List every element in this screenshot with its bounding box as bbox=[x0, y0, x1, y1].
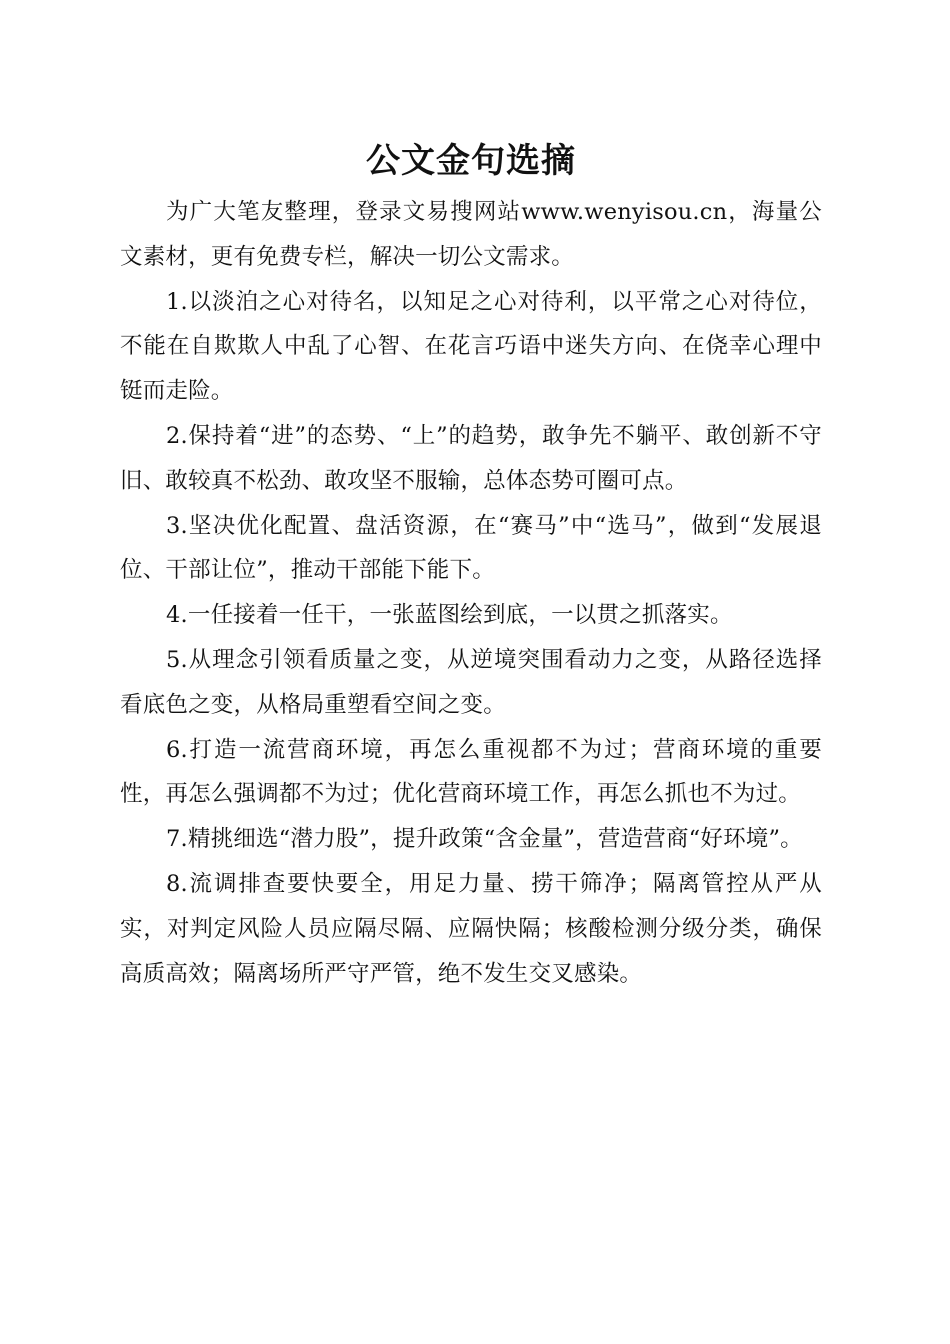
quote-item-1: 1.以淡泊之心对待名，以知足之心对待利，以平常之心对待位，不能在自欺欺人中乱了心智、在花言巧语中迷失方向、在侥幸心理中铤而走险。 bbox=[120, 288, 822, 405]
quote-item-7: 7.精挑细选“潜力股”，提升政策“含金量”，营造营商“好环境”。 bbox=[166, 826, 803, 853]
document-title: 公文金句选摘 bbox=[366, 141, 576, 181]
quote-item-6: 6.打造一流营商环境，再怎么重视都不为过；营商环境的重要性，再怎么强调都不为过；优化营商环境工作，再怎么抓也不为过。 bbox=[120, 736, 822, 808]
intro-paragraph: 为广大笔友整理，登录文易搜网站www.wenyisou.cn，海量公文素材，更有免费专栏，解决一切公文需求。 bbox=[120, 199, 822, 270]
quote-item-4: 4.一任接着一任干，一张蓝图绘到底，一以贯之抓落实。 bbox=[166, 602, 733, 629]
quote-item-5: 5.从理念引领看质量之变，从逆境突围看动力之变，从路径选择看底色之变，从格局重塑看空间之变。 bbox=[120, 646, 822, 718]
quote-item-2: 2.保持着“进”的态势、“上”的趋势，敢争先不躺平、敢创新不守旧、敢较真不松劲、敢攻坚不服输，总体态势可圈可点。 bbox=[120, 422, 822, 494]
quote-item-3: 3.坚决优化配置、盘活资源，在“赛马”中“选马”，做到“发展退位、干部让位”，推动干部能下能下。 bbox=[120, 512, 822, 584]
quote-item-8: 8.流调排查要快要全，用足力量、捞干筛净；隔离管控从严从实，对判定风险人员应隔尽隔、应隔快隔；核酸检测分级分类，确保高质高效；隔离场所严守严管，绝不发生交叉感染。 bbox=[120, 870, 822, 987]
